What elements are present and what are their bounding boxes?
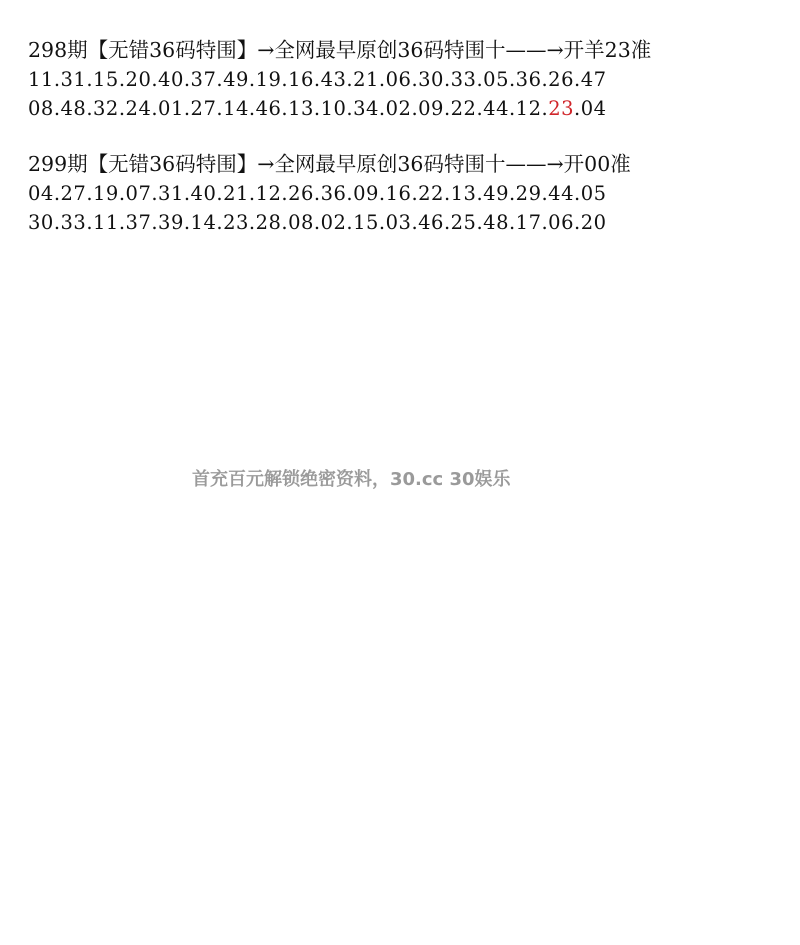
- record-298: [28, 36, 798, 123]
- hit-number: 23: [548, 97, 575, 120]
- number-row: 30.33.11.37.39.14.23.28.08.02.15.03.46.25.48.17.06.20: [28, 211, 607, 234]
- record-title: 298期【无错36码特围】→全网最早原创36码特围十——→开羊23准: [28, 38, 652, 62]
- number-row: 11.31.15.20.40.37.49.19.16.43.21.06.30.33.05.36.26.47: [28, 68, 607, 91]
- number-segment: .04: [574, 97, 607, 120]
- promo-link[interactable]: 首充百元解锁绝密资料，30.cc 30娱乐: [192, 469, 511, 490]
- record-299: [28, 150, 798, 237]
- record-title: 299期【无错36码特围】→全网最早原创36码特围十——→开00准: [28, 152, 631, 176]
- number-row: 04.27.19.07.31.40.21.12.26.36.09.16.22.13.49.29.44.05: [28, 182, 607, 205]
- number-segment: 08.48.32.24.01.27.14.46.13.10.34.02.09.22.44.12.: [28, 97, 549, 120]
- number-row: [28, 94, 798, 123]
